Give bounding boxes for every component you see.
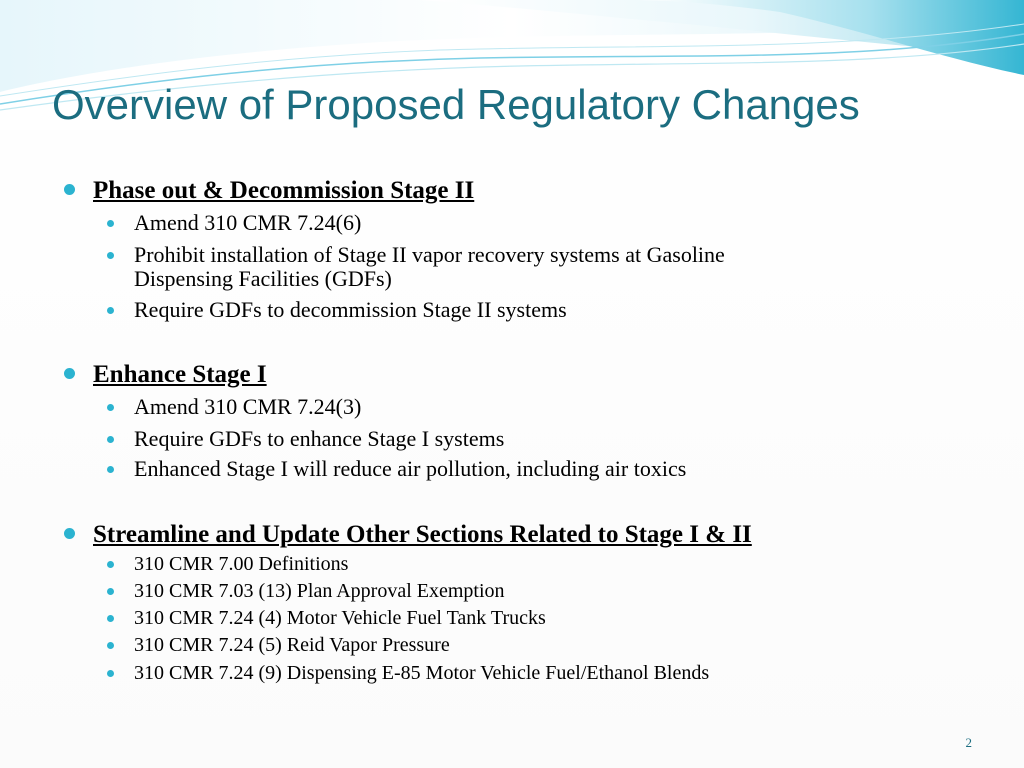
list-item: Require GDFs to decommission Stage II systems [134,297,567,322]
slide-title: Overview of Proposed Regulatory Changes [52,81,860,128]
item-bullet [107,615,114,622]
list-item: Require GDFs to enhance Stage I systems [134,426,505,451]
item-bullet [107,642,114,649]
list-item: Enhanced Stage I will reduce air pollution, including air toxics [134,456,687,481]
list-item: 310 CMR 7.24 (9) Dispensing E-85 Motor Vehicle Fuel/Ethanol Blends [134,662,710,684]
section-bullet [64,368,75,379]
item-bullet [107,252,114,259]
list-item: Amend 310 CMR 7.24(3) [134,394,362,419]
item-bullet [107,307,114,314]
section-heading: Phase out & Decommission Stage II [93,177,475,204]
item-bullet [107,588,114,595]
item-bullet [107,670,114,677]
item-bullet [107,404,114,411]
page-number: 2 [965,735,972,750]
item-bullet [107,561,114,568]
section-bullet [64,528,75,539]
list-item: 310 CMR 7.24 (4) Motor Vehicle Fuel Tank Trucks [134,607,546,629]
list-item: 310 CMR 7.24 (5) Reid Vapor Pressure [134,634,450,656]
section-heading: Enhance Stage I [93,361,267,388]
list-item: Prohibit installation of Stage II vapor recovery systems at Gasoline [134,242,725,267]
section-heading: Streamline and Update Other Sections Related to Stage I & II [93,521,752,548]
item-bullet [107,220,114,227]
section-bullet [64,184,75,195]
list-item: Amend 310 CMR 7.24(6) [134,210,362,235]
list-item: 310 CMR 7.03 (13) Plan Approval Exemption [134,580,505,602]
item-bullet [107,466,114,473]
list-item-continuation: Dispensing Facilities (GDFs) [134,266,392,291]
list-item: 310 CMR 7.00 Definitions [134,553,349,575]
item-bullet [107,436,114,443]
